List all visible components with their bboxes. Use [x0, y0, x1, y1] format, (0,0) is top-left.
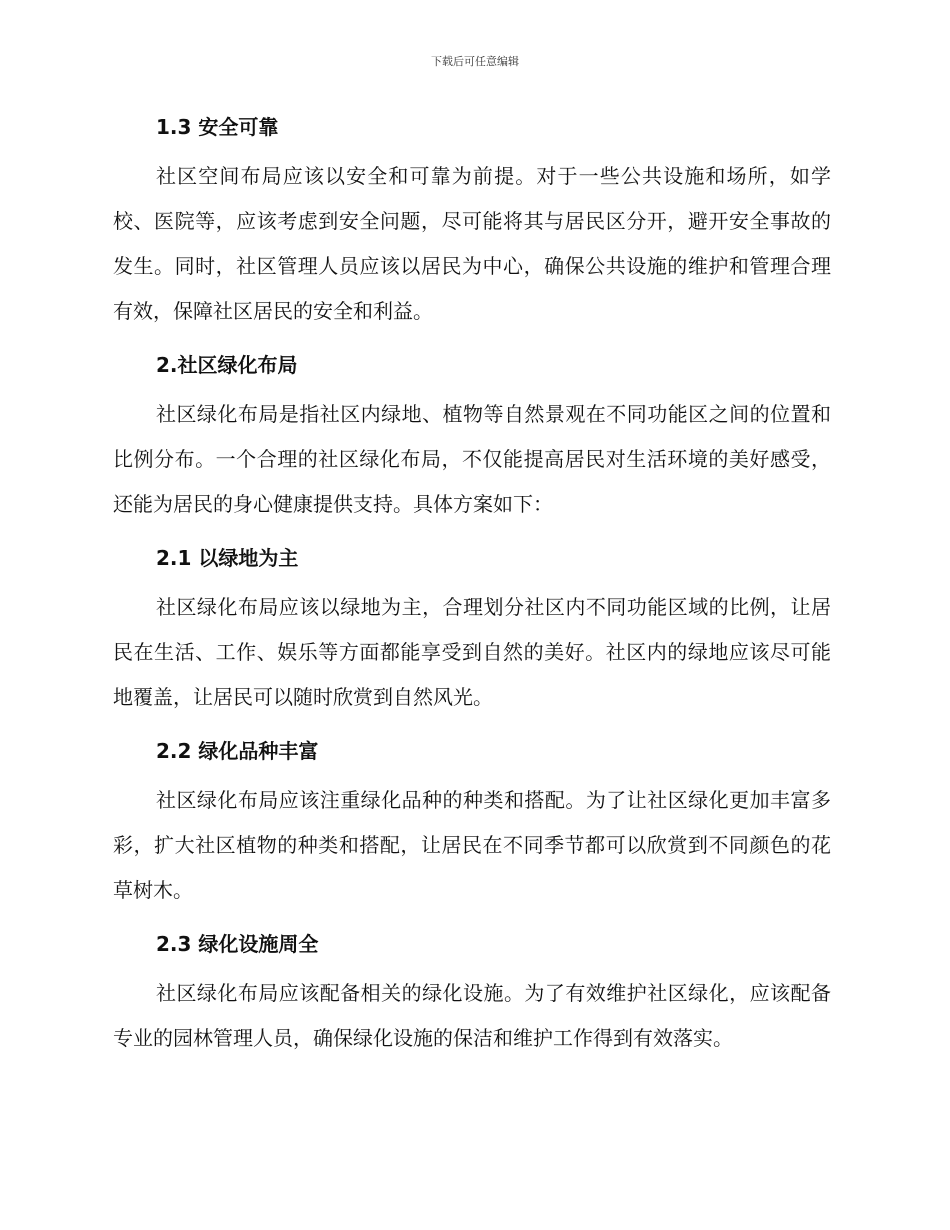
- section-paragraph: 社区空间布局应该以安全和可靠为前提。对于一些公共设施和场所，如学校、医院等，应该考虑到安全问题，尽可能将其与居民区分开，避开安全事故的发生。同时，社区管理人员应该以居民为中心，确保公共设施的维护和管理合理有效，保障社区居民的安全和利益。: [113, 164, 831, 323]
- section-heading: 2.1 以绿地为主: [156, 546, 299, 570]
- section-paragraph: 社区绿化布局应该以绿地为主，合理划分社区内不同功能区域的比例，让居民在生活、工作、娱乐等方面都能享受到自然的美好。社区内的绿地应该尽可能地覆盖，让居民可以随时欣赏到自然风光。: [113, 595, 831, 709]
- section-paragraph: 社区绿化布局应该配备相关的绿化设施。为了有效维护社区绿化，应该配备专业的园林管理人员，确保绿化设施的保洁和维护工作得到有效落实。: [113, 981, 831, 1050]
- section-heading: 1.3 安全可靠: [156, 115, 279, 139]
- section-paragraph: 社区绿化布局应该注重绿化品种的种类和搭配。为了让社区绿化更加丰富多彩，扩大社区植物的种类和搭配，让居民在不同季节都可以欣赏到不同颜色的花草树木。: [113, 788, 831, 902]
- section-1-3: [113, 112, 831, 350]
- section-2: [113, 350, 831, 543]
- section-heading: 2.社区绿化布局: [156, 353, 298, 377]
- section-2-2: [113, 736, 831, 929]
- section-heading: 2.2 绿化品种丰富: [156, 739, 319, 763]
- section-heading: 2.3 绿化设施周全: [156, 932, 319, 956]
- section-2-3: [113, 929, 831, 1061]
- section-paragraph: 社区绿化布局是指社区内绿地、植物等自然景观在不同功能区之间的位置和比例分布。一个合理的社区绿化布局，不仅能提高居民对生活环境的美好感受，还能为居民的身心健康提供支持。具体方案如下：: [113, 402, 831, 516]
- section-2-1: [113, 543, 831, 736]
- page-header: 下载后可任意编辑: [431, 55, 519, 68]
- document-body: [113, 112, 831, 1061]
